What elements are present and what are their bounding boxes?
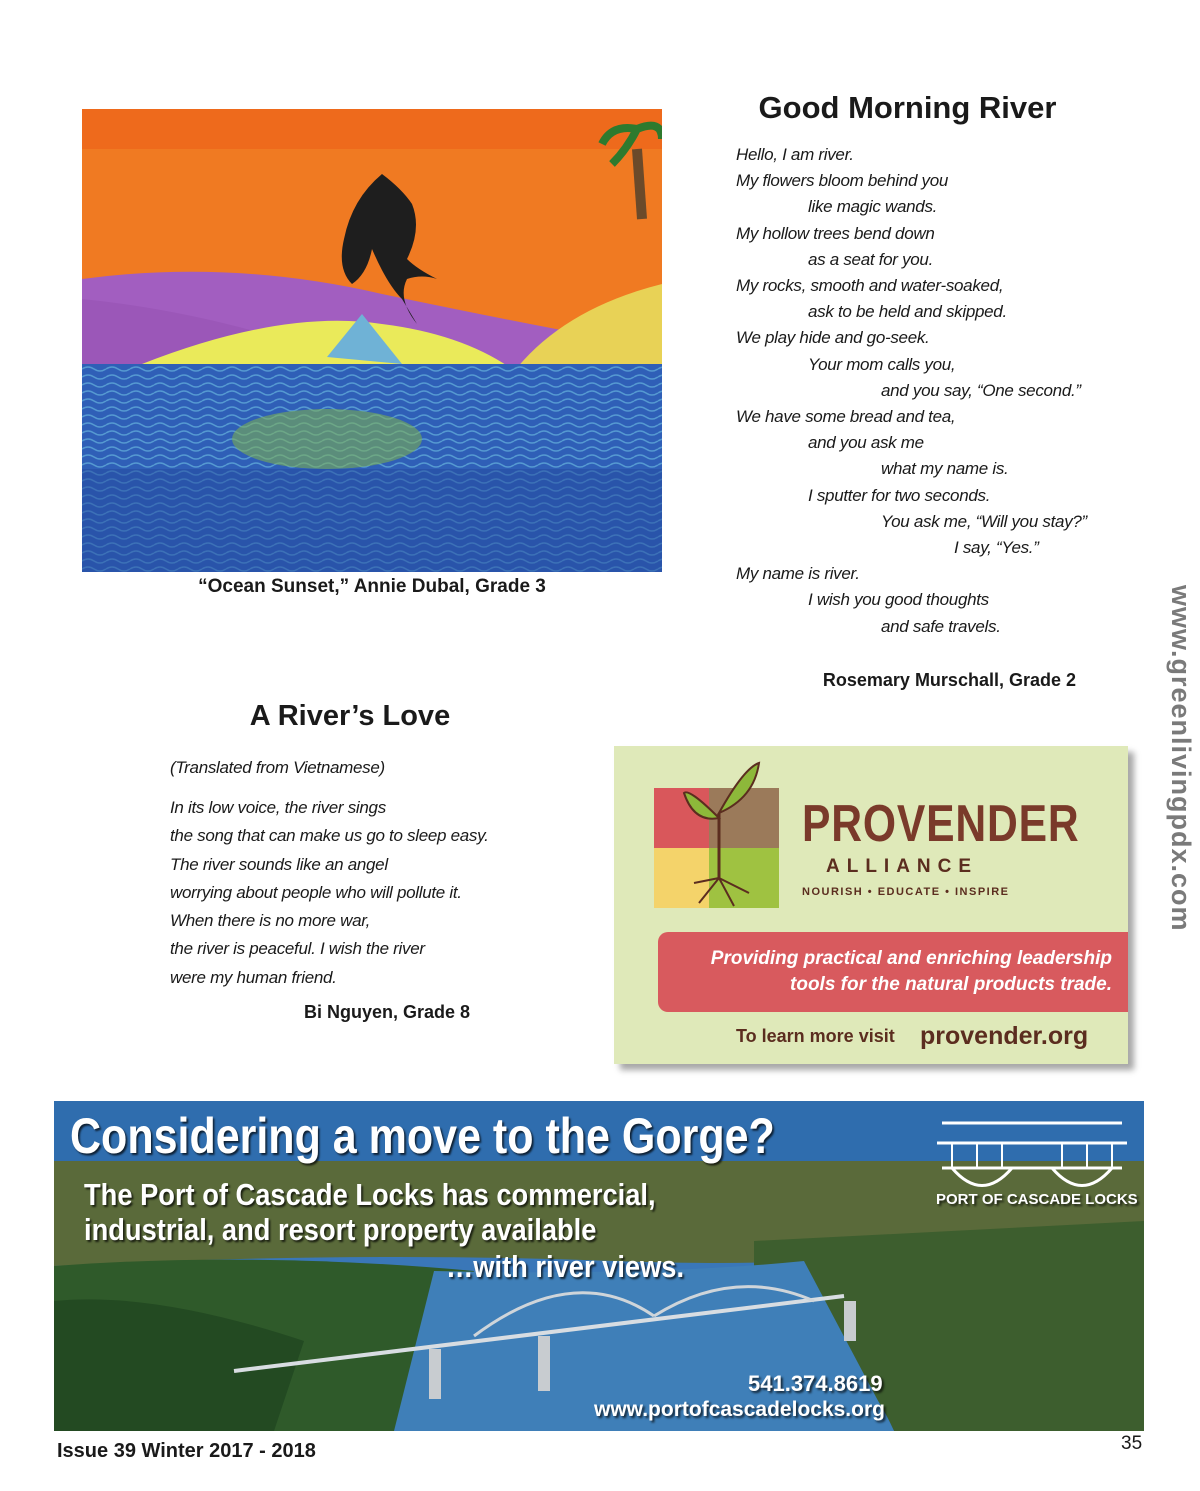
- poem-line: Hello, I am river.: [736, 145, 854, 164]
- provender-banner: [658, 932, 1128, 1012]
- sprout-logo-icon: [654, 758, 794, 908]
- poem-line: like magic wands.: [808, 197, 938, 217]
- ad-headline: Considering a move to the Gorge?: [70, 1108, 775, 1164]
- poem-line: We have some bread and tea,: [736, 407, 956, 427]
- port-logo-text: PORT OF CASCADE LOCKS: [936, 1191, 1138, 1208]
- poem-line: worrying about people who will pollute it.: [170, 882, 462, 902]
- provender-link[interactable]: provender.org: [920, 1022, 1089, 1050]
- poem-line: were my human friend.: [170, 967, 337, 987]
- poem-body: [170, 794, 510, 992]
- poem-line: My flowers bloom behind you: [736, 171, 949, 191]
- poem-line: My rocks, smooth and water-soaked,: [736, 276, 1004, 296]
- provender-advertisement[interactable]: [614, 746, 1128, 1064]
- port-website-link[interactable]: www.portofcascadelocks.org: [594, 1398, 885, 1421]
- visit-text: To learn more visit: [736, 1026, 895, 1046]
- ocean-sunset-artwork: [82, 109, 662, 572]
- poem-line: You ask me, “Will you stay?”: [881, 511, 1087, 531]
- poem-line: I say, “Yes.”: [954, 538, 1039, 558]
- provender-tagline: NOURISH • EDUCATE • INSPIRE: [802, 886, 1010, 898]
- provender-name: PROVENDER: [802, 795, 1080, 853]
- poem-line: In its low voice, the river sings: [170, 798, 386, 817]
- poem-title: A River’s Love: [249, 700, 451, 732]
- poem-line: and safe travels.: [881, 616, 1001, 636]
- ad-subline: The Port of Cascade Locks has commercial,: [84, 1177, 656, 1212]
- artwork-caption: “Ocean Sunset,” Annie Dubal, Grade 3: [198, 576, 546, 597]
- poem-line: I wish you good thoughts: [808, 590, 989, 610]
- poem-line: My name is river.: [736, 564, 860, 584]
- cascade-locks-advertisement[interactable]: [54, 1101, 1144, 1431]
- banner-line: Providing practical and enriching leadership: [710, 948, 1112, 969]
- issue-info: Issue 39 Winter 2017 - 2018: [57, 1440, 316, 1462]
- banner-line: tools for the natural products trade.: [790, 974, 1112, 995]
- magazine-url[interactable]: www.greenlivingpdx.com: [1166, 585, 1196, 932]
- translation-note: (Translated from Vietnamese): [170, 758, 385, 777]
- poem-line: and you ask me: [808, 433, 924, 453]
- poem-line: We play hide and go-seek.: [736, 328, 930, 348]
- poem-author: Bi Nguyen, Grade 8: [303, 1002, 470, 1022]
- poem-author: Rosemary Murschall, Grade 2: [822, 670, 1076, 690]
- provender-alliance: ALLIANCE: [826, 856, 979, 877]
- poem-line: I sputter for two seconds.: [808, 485, 991, 505]
- poem-line: the river is peaceful. I wish the river: [170, 939, 425, 959]
- poem-line: ask to be held and skipped.: [808, 302, 1007, 322]
- poem-line: the song that can make us go to sleep easy.: [170, 826, 489, 846]
- poem-line: Your mom calls you,: [808, 354, 956, 374]
- poem-line: When there is no more war,: [170, 911, 371, 931]
- ad-subline: industrial, and resort property available: [84, 1212, 597, 1247]
- poem-title: Good Morning River: [758, 90, 1057, 125]
- ad-subline: …with river views.: [446, 1249, 685, 1284]
- poem-line: as a seat for you.: [808, 249, 934, 269]
- page-number: 35: [1121, 1433, 1143, 1454]
- poem-line: what my name is.: [881, 459, 1009, 479]
- phone-number[interactable]: 541.374.8619: [748, 1371, 883, 1396]
- poem-line: The river sounds like an angel: [170, 854, 388, 874]
- poem-line: My hollow trees bend down: [736, 223, 935, 243]
- poem-body: [736, 142, 1136, 640]
- poem-line: and you say, “One second.”: [881, 380, 1081, 400]
